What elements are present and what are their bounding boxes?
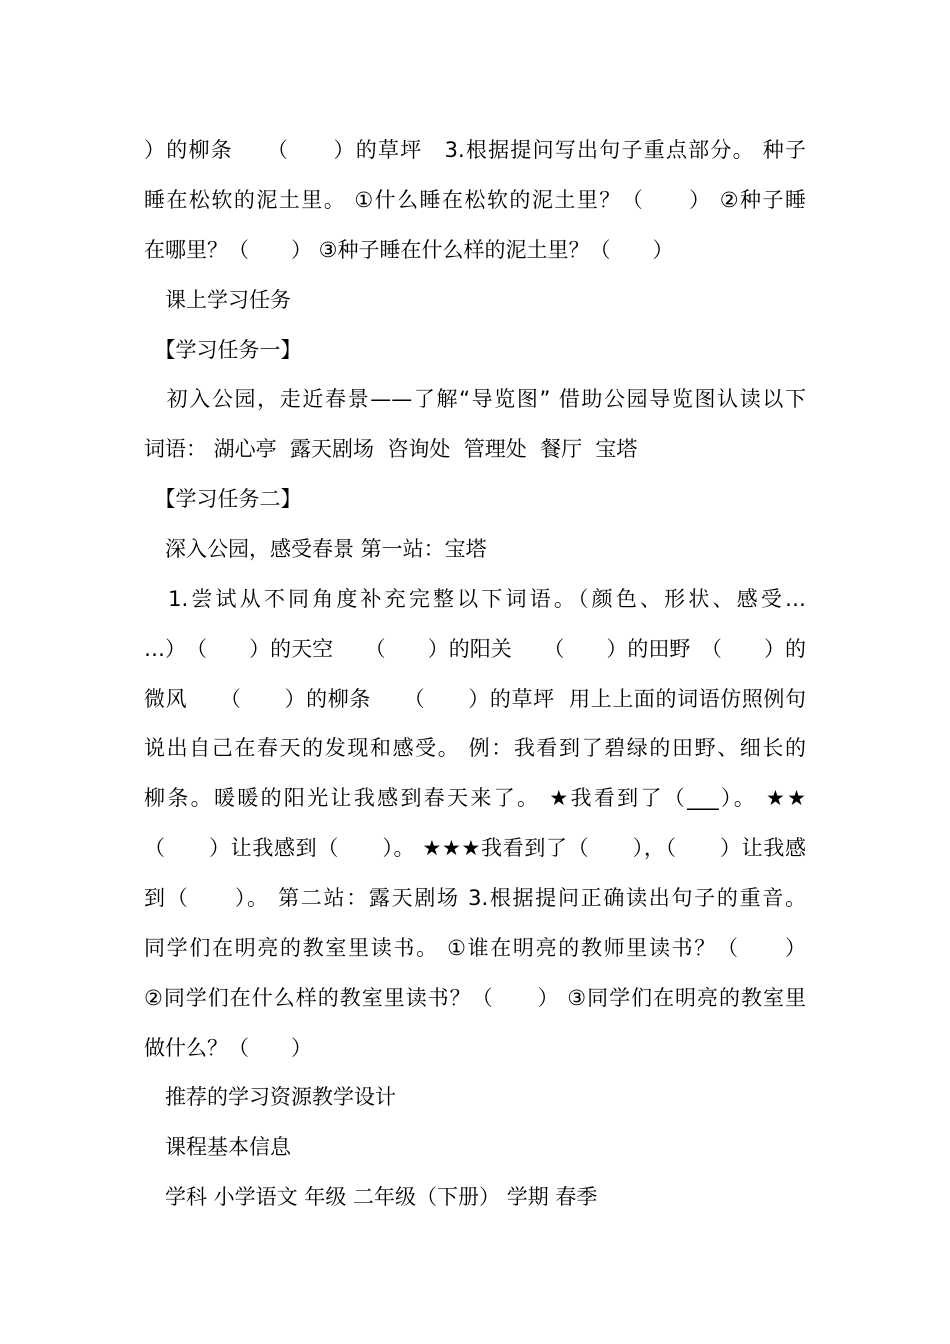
- text-line-12: 微风 （ ）的柳条 （ ）的草坪 用上上面的词语仿照例句: [144, 687, 806, 711]
- text-line-14: 柳条。暖暖的阳光让我感到春天来了。 ★我看到了（___）。 ★★: [144, 786, 806, 810]
- text-line-18: ②同学们在什么样的教室里读书？（ ） ③同学们在明亮的教室里: [144, 986, 806, 1010]
- text-line-3: 在哪里？（ ） ③种子睡在什么样的泥土里？（ ）: [144, 238, 674, 262]
- text-line-6: 初入公园，走近春景——了解“导览图” 借助公园导览图认读以下: [144, 387, 806, 411]
- text-line-15: （ ）让我感到（ ）。 ★★★我看到了（ ），（ ）让我感: [144, 836, 806, 860]
- course-info-line: 学科 小学语文 年级 二年级（下册） 学期 春季: [144, 1185, 598, 1209]
- text-line-17: 同学们在明亮的教室里读书。 ①谁在明亮的教师里读书？（ ）: [144, 936, 806, 960]
- text-line-19: 做什么？（ ）: [144, 1036, 312, 1060]
- section-heading-class-tasks: 课上学习任务: [144, 288, 291, 312]
- task-heading-one: 【学习任务一】: [144, 338, 302, 362]
- text-line-11: …） （ ）的天空 （ ）的阳关 （ ）的田野 （ ）的: [144, 637, 806, 661]
- text-line-1: ）的柳条 （ ）的草坪 3.根据提问写出句子重点部分。 种子: [144, 138, 806, 162]
- text-line-9: 深入公园，感受春景 第一站：宝塔: [144, 537, 487, 561]
- text-line-2: 睡在松软的泥土里。 ①什么睡在松软的泥土里？（ ） ②种子睡: [144, 188, 806, 212]
- section-heading-course-info: 课程基本信息: [144, 1135, 291, 1159]
- task-heading-two: 【学习任务二】: [144, 487, 302, 511]
- text-line-10: 1.尝试从不同角度补充完整以下词语。（颜色、形状、感受…: [144, 587, 806, 611]
- section-heading-resources: 推荐的学习资源教学设计: [144, 1085, 396, 1109]
- text-line-13: 说出自己在春天的发现和感受。 例：我看到了碧绿的田野、细长的: [144, 736, 806, 760]
- text-line-16: 到（ ）。 第二站：露天剧场 3.根据提问正确读出句子的重音。: [144, 886, 806, 910]
- vocabulary-line: 词语： 湖心亭 露天剧场 咨询处 管理处 餐厅 宝塔: [144, 437, 638, 461]
